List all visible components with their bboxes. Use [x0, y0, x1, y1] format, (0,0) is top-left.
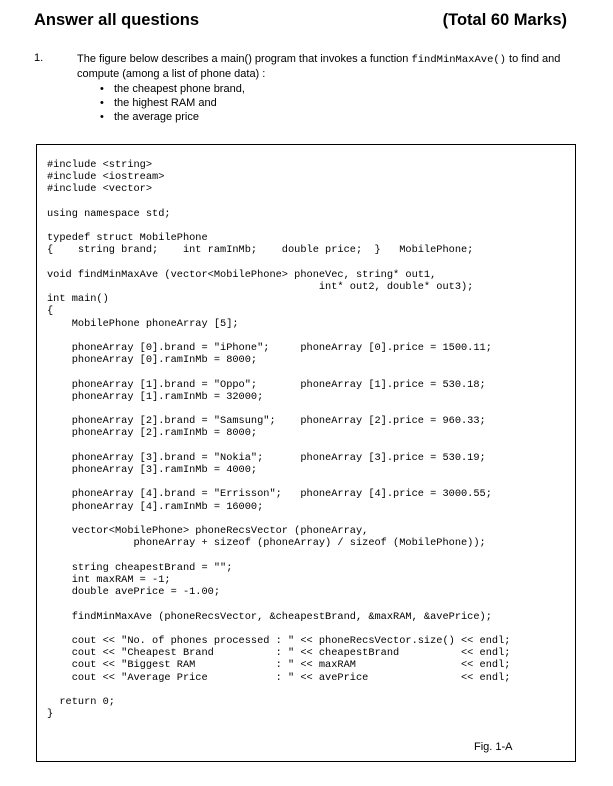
- question-number: 1.: [34, 52, 44, 64]
- code-line: phoneArray [3].ramInMb = 4000;: [47, 464, 258, 477]
- code-line: phoneArray [3].brand = "Nokia"; phoneArray [3].price = 530.19;: [47, 451, 486, 464]
- code-line: { string brand; int ramInMb; double price; } MobilePhone;: [47, 244, 474, 257]
- code-line: #include <string>: [47, 159, 153, 171]
- code-line: phoneArray [2].ramInMb = 8000;: [47, 427, 258, 440]
- code-figure-box: [36, 144, 576, 762]
- code-line: int main(): [47, 293, 109, 306]
- code-line: cout << "Average Price : " << avePrice << endl;: [47, 671, 511, 684]
- code-line: phoneArray [1].brand = "Oppo"; phoneArray [1].price = 530.18;: [47, 378, 486, 391]
- code-line: phoneArray [2].brand = "Samsung"; phoneArray [2].price = 960.33;: [47, 415, 486, 428]
- question-text-after: to find and compute (among a list of phone data) :: [77, 53, 561, 80]
- total-marks: (Total 60 Marks): [442, 11, 567, 29]
- code-line: return 0;: [47, 695, 115, 708]
- code-line: phoneArray [1].ramInMb = 32000;: [47, 390, 264, 403]
- code-line: int* out2, double* out3);: [47, 281, 474, 294]
- question-text-before: The figure below describes a main() program that invokes a function: [77, 53, 412, 65]
- code-line: cout << "Cheapest Brand : " << cheapestBrand << endl;: [47, 647, 511, 660]
- section-title: Answer all questions: [34, 11, 200, 29]
- figure-label: Fig. 1-A: [474, 741, 513, 753]
- function-name: findMinMaxAve(): [411, 54, 506, 66]
- code-line: cout << "No. of phones processed : " << phoneRecsVector.size() << endl;: [47, 634, 511, 647]
- code-line: typedef struct MobilePhone: [47, 232, 208, 245]
- code-line: phoneArray [4].ramInMb = 16000;: [47, 500, 264, 513]
- code-line: findMinMaxAve (phoneRecsVector, &cheapestBrand, &maxRAM, &avePrice);: [47, 610, 492, 623]
- code-line: phoneArray [0].ramInMb = 8000;: [47, 354, 258, 367]
- code-line: int maxRAM = -1;: [47, 573, 171, 586]
- requirement-item: • the cheapest phone brand,: [100, 82, 245, 96]
- code-line: phoneArray + sizeof (phoneArray) / sizeof (MobilePhone));: [47, 537, 486, 550]
- requirement-item: • the average price: [100, 110, 245, 124]
- code-line: double avePrice = -1.00;: [47, 586, 221, 599]
- code-line: #include <vector>: [47, 183, 153, 196]
- code-line: using namespace std;: [47, 207, 171, 220]
- code-line: vector<MobilePhone> phoneRecsVector (phoneArray,: [47, 525, 369, 538]
- code-line: }: [47, 708, 54, 721]
- code-line: phoneArray [4].brand = "Errisson"; phoneArray [4].price = 3000.55;: [47, 488, 492, 501]
- code-line: cout << "Biggest RAM : " << maxRAM << endl;: [47, 659, 511, 672]
- code-line: void findMinMaxAve (vector<MobilePhone> phoneVec, string* out1,: [47, 268, 437, 281]
- code-line: phoneArray [0].brand = "iPhone"; phoneArray [0].price = 1500.11;: [47, 342, 492, 355]
- code-line: #include <iostream>: [47, 171, 165, 184]
- code-line: {: [47, 305, 54, 318]
- code-line: string cheapestBrand = "";: [47, 561, 233, 574]
- requirement-item: • the highest RAM and: [100, 96, 245, 110]
- requirement-list: [100, 82, 245, 124]
- code-line: MobilePhone phoneArray [5];: [47, 317, 239, 330]
- question-text: [77, 52, 582, 81]
- code-listing: [47, 159, 510, 720]
